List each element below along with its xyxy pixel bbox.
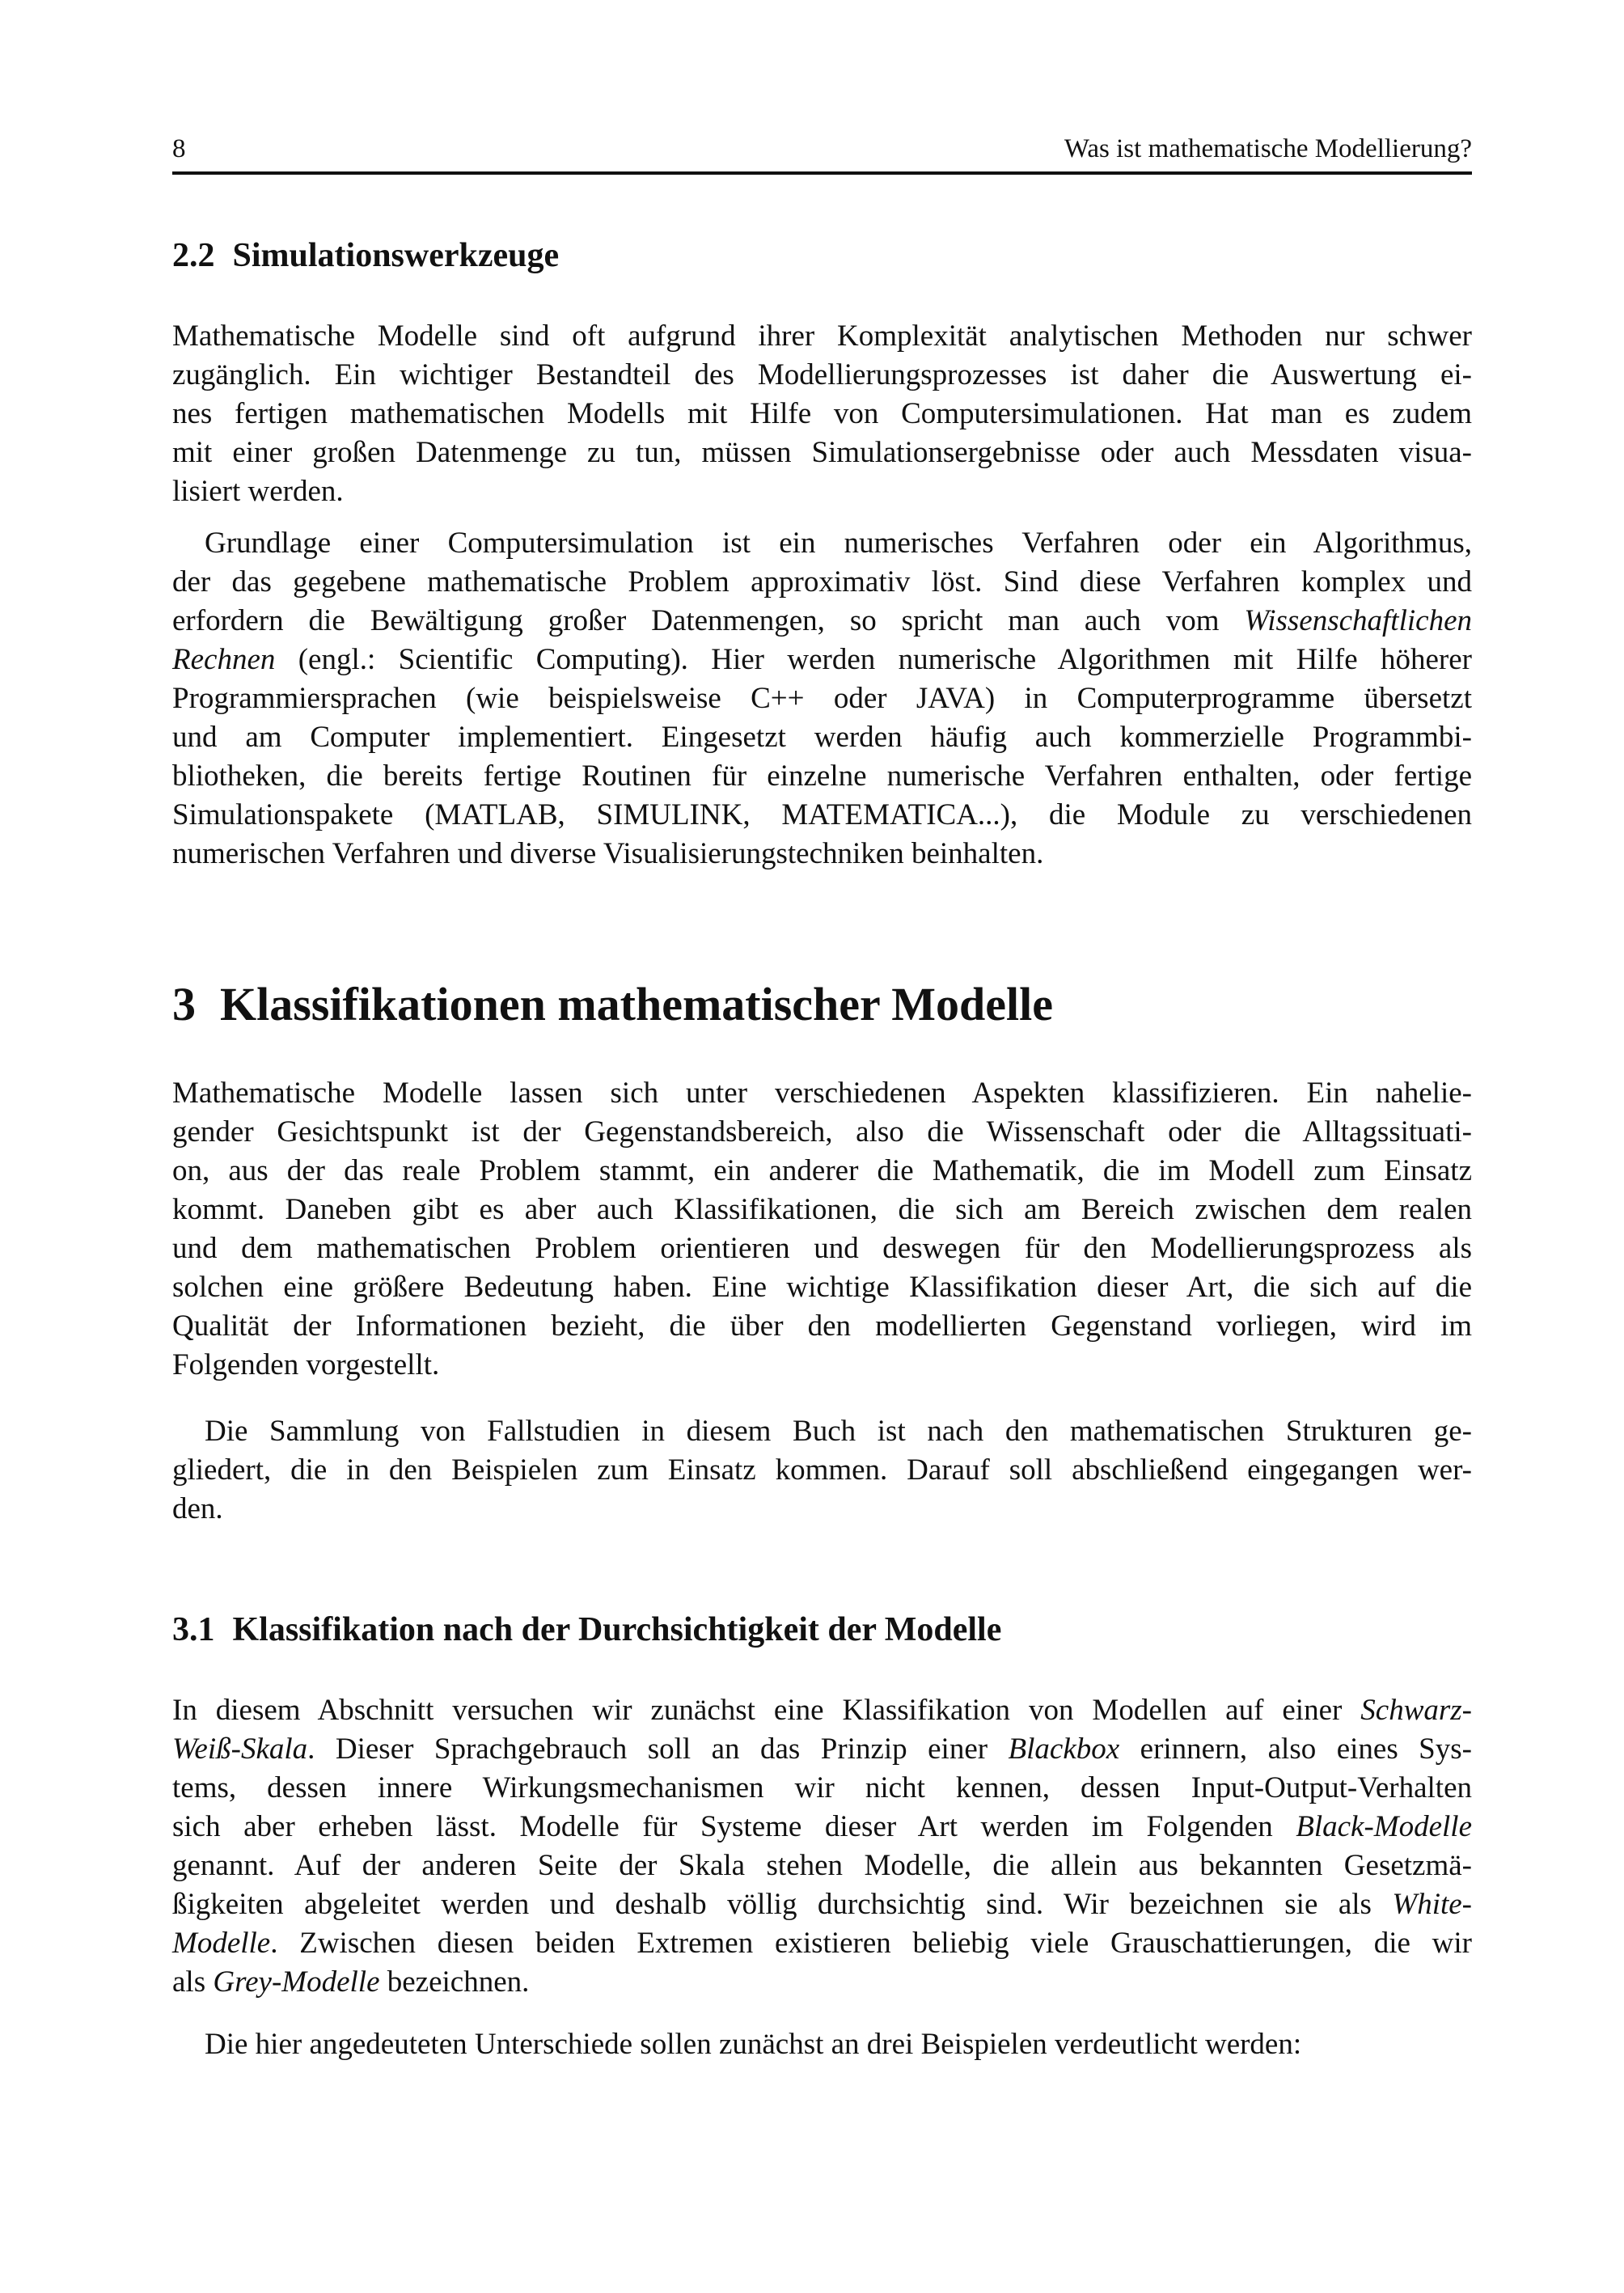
text-line: und am Computer implementiert. Eingesetzt werden häufig auch kommerzielle Programmbi- [172,721,1472,754]
emphasized-term: Wissenschaftlichen [1244,604,1472,637]
text-line: Folgenden vorgestellt. [172,1348,440,1381]
emphasized-term: Rechnen [172,643,276,676]
running-title: Was ist mathematische Modellierung? [1064,134,1472,163]
text-segment: . Zwischen diesen beiden Extremen existieren beliebig viele Grauschattierungen, die wir [270,1927,1472,1960]
text-line: Simulationspakete (MATLAB, SIMULINK, MATEMATICA...), die Module zu verschiedenen [172,798,1472,831]
text-line: genannt. Auf der anderen Seite der Skala stehen Modelle, die allein aus bekannten Gesetzmä- [172,1849,1472,1882]
section-heading-2-2 [172,236,559,275]
emphasized-term: Black-Modelle [1296,1810,1472,1843]
text-line: on, aus der das reale Problem stammt, ein anderer die Mathematik, die im Modell zum Einsatz [172,1154,1472,1187]
text-line: kommt. Daneben gibt es aber auch Klassifikationen, die sich am Bereich zwischen dem realen [172,1193,1472,1226]
chapter-heading-3 [172,977,1053,1031]
emphasized-term: Schwarz- [1360,1694,1472,1727]
text-line: und dem mathematischen Problem orientieren und deswegen für den Modellierungsprozess als [172,1232,1472,1265]
text-line: den. [172,1492,223,1525]
emphasized-term: Grey-Modelle [213,1965,380,1999]
text-line: Die Sammlung von Fallstudien in diesem Buch ist nach den mathematischen Strukturen ge- [205,1415,1472,1448]
text-line [172,1730,1472,1769]
text-segment: erfordern die Bewältigung großer Datenmengen, so spricht man auch vom [172,604,1245,637]
emphasized-term: Modelle [172,1927,271,1960]
section-number: 3.1 [172,1611,215,1648]
text-segment: ßigkeiten abgeleitet werden und deshalb völlig durchsichtig sind. Wir bezeichnen sie als [172,1888,1393,1921]
text-line: Programmiersprachen (wie beispielsweise C++ oder JAVA) in Computerprogramme übersetzt [172,682,1472,715]
text-line: numerischen Verfahren und diverse Visualisierungstechniken beinhalten. [172,837,1044,870]
emphasized-term: White- [1392,1888,1472,1921]
text-line [172,1808,1472,1847]
paragraph [172,317,1472,511]
text-line: der das gegebene mathematische Problem approximativ löst. Sind diese Verfahren komplex und [172,565,1472,599]
emphasized-term: Weiß-Skala [172,1732,308,1766]
text-line [172,1924,1472,1963]
text-line: Grundlage einer Computersimulation ist ein numerisches Verfahren oder ein Algorithmus, [205,527,1472,560]
text-segment: bezeichnen. [379,1965,530,1999]
text-line: zugänglich. Ein wichtiger Bestandteil des Modellierungsprozesses ist daher die Auswertung ei- [172,358,1472,391]
text-line: mit einer großen Datenmenge zu tun, müssen Simulationsergebnisse oder auch Messdaten visua- [172,436,1472,469]
text-line [172,641,1472,679]
page-number: 8 [172,134,186,163]
text-line: Mathematische Modelle lassen sich unter verschiedenen Aspekten klassifizieren. Ein nahelie- [172,1077,1472,1110]
text-line: Mathematische Modelle sind oft aufgrund ihrer Komplexität analytischen Methoden nur schwer [172,319,1472,353]
emphasized-term: Blackbox [1008,1732,1120,1766]
section-title: Klassifikation nach der Durchsichtigkeit der Modelle [232,1611,1002,1648]
paragraph [172,1412,1472,1529]
text-line [172,1885,1472,1924]
section-heading-3-1 [172,1610,1001,1649]
text-line: Die hier angedeuteten Unterschiede sollen zunächst an drei Beispielen verdeutlicht werden: [205,2028,1302,2061]
section-number: 2.2 [172,237,215,274]
text-line: gender Gesichtspunkt ist der Gegenstandsbereich, also die Wissenschaft oder die Alltagssituati- [172,1115,1472,1149]
text-line: nes fertigen mathematischen Modells mit Hilfe von Computersimulationen. Hat man es zudem [172,397,1472,430]
paragraph [172,2025,1472,2064]
text-segment: . Dieser Sprachgebrauch soll an das Prinzip einer [307,1732,1009,1766]
text-line: bliotheken, die bereits fertige Routinen für einzelne numerische Verfahren enthalten, oder fertige [172,759,1472,793]
header-rule [172,171,1472,175]
text-line [172,602,1472,641]
text-segment: sich aber erheben lässt. Modelle für Systeme dieser Art werden im Folgenden [172,1810,1296,1843]
text-segment: als [172,1965,214,1999]
text-line: gliedert, die in den Beispielen zum Einsatz kommen. Darauf soll abschließend eingegangen wer- [172,1453,1472,1487]
section-title: Simulationswerkzeuge [232,237,560,274]
chapter-title: Klassifikationen mathematischer Modelle [220,978,1053,1030]
text-segment: (engl.: Scientific Computing). Hier werden numerische Algorithmen mit Hilfe höherer [275,643,1472,676]
chapter-number: 3 [172,978,196,1030]
text-line: solchen eine größere Bedeutung haben. Eine wichtige Klassifikation dieser Art, die sich auf die [172,1271,1472,1304]
text-line: lisiert werden. [172,475,344,508]
text-line: tems, dessen innere Wirkungsmechanismen wir nicht kennen, dessen Input-Output-Verhalten [172,1771,1472,1804]
paragraph [172,1074,1472,1385]
text-line [172,1963,1472,2002]
text-segment: In diesem Abschnitt versuchen wir zunächst eine Klassifikation von Modellen auf einer [172,1694,1361,1727]
paragraph [172,524,1472,874]
text-line: Qualität der Informationen bezieht, die über den modellierten Gegenstand vorliegen, wird im [172,1309,1472,1343]
text-line [172,1691,1472,1730]
paragraph [172,1691,1472,2002]
text-segment: erinnern, also eines Sys- [1119,1732,1472,1766]
